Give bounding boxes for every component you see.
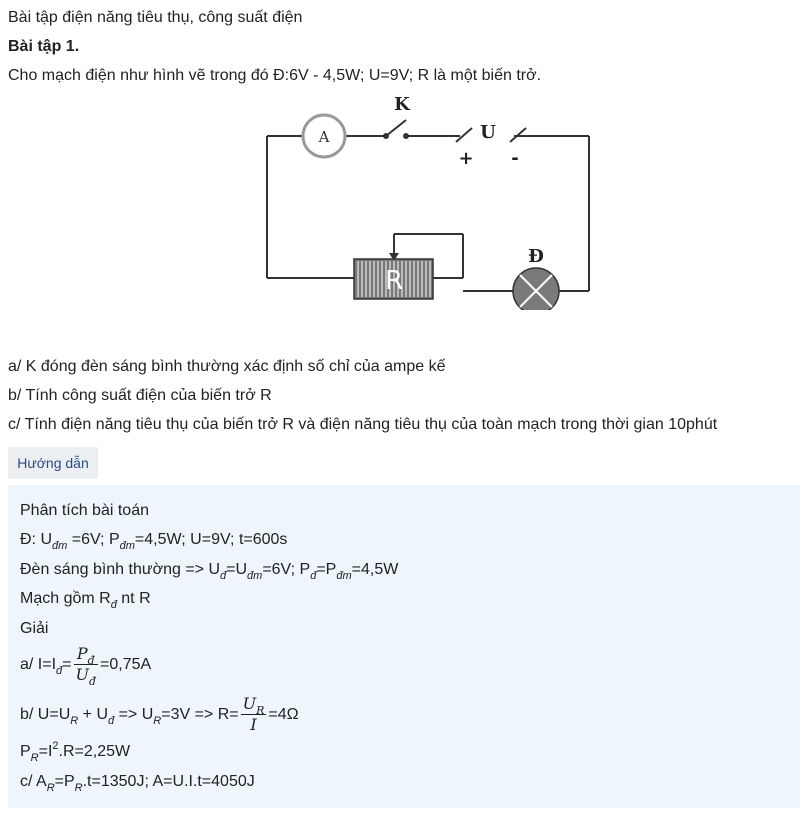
topic-title: Bài tập điện năng tiêu thụ, công suất điện bbox=[8, 9, 303, 26]
ammeter-label: A bbox=[318, 128, 330, 146]
fraction-u-over-i: $\frac{U_R}{I}$ bbox=[242, 694, 265, 735]
minus-label: - bbox=[511, 148, 519, 169]
switch-contact-left bbox=[383, 133, 389, 139]
circuit-diagram bbox=[262, 92, 594, 310]
guide-button[interactable]: Hướng dẫn bbox=[8, 447, 98, 479]
rheostat-label: R bbox=[384, 266, 404, 296]
solution-panel bbox=[8, 485, 800, 808]
solve-title: Giải bbox=[20, 620, 49, 637]
given-line: Đ: $U_{đm} =6V$; $P_{đm}=4,5W$; U=9V; t=600s bbox=[20, 531, 288, 552]
lamp-label: Đ bbox=[528, 246, 544, 267]
question-b: b/ Tính công suất điện của biến trở R bbox=[8, 387, 272, 404]
step-a: a/ $I=I_đ=$ $\frac{P_đ}{U_đ}$ =0,75A bbox=[20, 644, 152, 689]
plus-label: + bbox=[458, 148, 474, 169]
circuit-description-line: Mạch gồm $R_đ$ nt R bbox=[20, 590, 151, 611]
step-c: c/ $A_R=P_R.t=1350J$; A=U.I.t=4050J bbox=[20, 773, 255, 794]
question-c: c/ Tính điện năng tiêu thụ của biến trở R và điện năng tiêu thụ của toàn mạch trong thời gian 10phút bbox=[8, 416, 718, 433]
problem-statement: Cho mạch điện như hình vẽ trong đó Đ:6V - 4,5W; U=9V; R là một biến trở. bbox=[8, 67, 542, 84]
normal-operation-line: Đèn sáng bình thường => $U_đ=U_{đm}=6V$; $P_đ=P_{đm}=4,5W$ bbox=[20, 561, 399, 582]
step-power-r: $P_R=I^2.R=2,25W$ bbox=[20, 740, 131, 764]
step-b: b/ $U=U_R + U_đ => U_R=3V => R=$ $\frac{U_R}{I}$ =4Ω bbox=[20, 694, 299, 735]
source-label: U bbox=[480, 122, 496, 143]
question-a: a/ K đóng đèn sáng bình thường xác định số chỉ của ampe kế bbox=[8, 358, 446, 375]
switch-blade bbox=[386, 120, 406, 136]
switch-label: K bbox=[394, 94, 410, 115]
exercise-title: Bài tập 1. bbox=[8, 38, 80, 55]
analysis-title: Phân tích bài toán bbox=[20, 502, 149, 519]
lamp-icon bbox=[513, 268, 559, 310]
switch-contact-right bbox=[403, 133, 409, 139]
fraction-p-over-u: $\frac{P_đ}{U_đ}$ bbox=[75, 644, 97, 689]
